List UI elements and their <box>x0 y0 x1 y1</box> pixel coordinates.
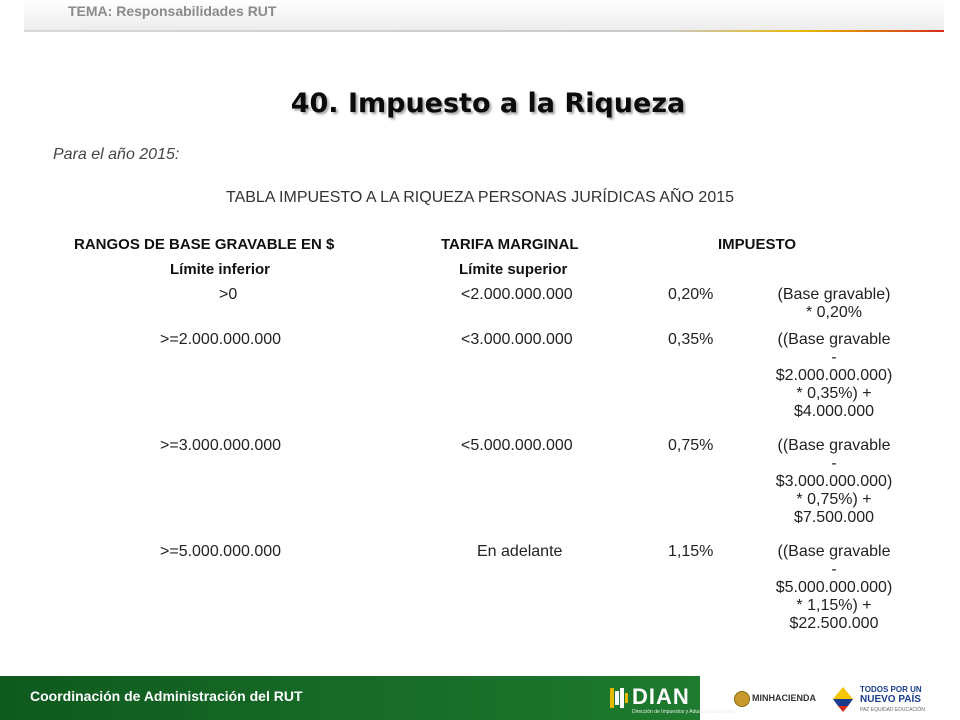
header-rangos: RANGOS DE BASE GRAVABLE EN $ <box>74 236 335 253</box>
gov-slogan-line-3: PAZ EQUIDAD EDUCACIÓN <box>860 707 925 713</box>
impuesto-line: $2.000.000.000) <box>775 367 893 384</box>
impuesto-line: $3.000.000.000) <box>775 473 893 490</box>
impuesto-line: $7.500.000 <box>793 509 875 526</box>
row-4-tarifa: 1,15% <box>668 543 714 560</box>
row-1-tarifa: 0,20% <box>668 286 714 303</box>
impuesto-line: ((Base gravable <box>777 437 891 454</box>
header-underline <box>24 30 944 32</box>
gov-slogan-line-1: TODOS POR UN <box>860 685 922 694</box>
row-2-tarifa: 0,35% <box>668 331 714 348</box>
shield-icon <box>734 691 750 707</box>
gov-slogan-line-2: NUEVO PAÍS <box>860 694 921 705</box>
impuesto-line: ((Base gravable <box>777 331 891 348</box>
footer <box>0 676 960 720</box>
government-logo <box>826 680 954 718</box>
colombia-flag-icon <box>830 684 856 714</box>
impuesto-line: $4.000.000 <box>793 403 875 420</box>
coordination-label: Coordinación de Administración del RUT <box>30 688 303 704</box>
row-3-inferior: >=3.000.000.000 <box>160 437 282 454</box>
row-1-inferior: >0 <box>219 286 238 303</box>
row-2-inferior: >=2.000.000.000 <box>160 331 282 348</box>
impuesto-line: - <box>831 349 837 366</box>
row-2-impuesto <box>759 331 909 421</box>
impuesto-line: $5.000.000.000) <box>775 579 893 596</box>
table-caption: TABLA IMPUESTO A LA RIQUEZA PERSONAS JURÍDICAS AÑO 2015 <box>225 189 735 206</box>
header-limite-superior: Límite superior <box>459 261 568 278</box>
dian-logo-text: DIAN <box>632 684 690 709</box>
top-header-bar <box>0 0 960 36</box>
row-3-tarifa: 0,75% <box>668 437 714 454</box>
impuesto-line: * 0,35%) + <box>796 385 872 402</box>
header-limite-inferior: Límite inferior <box>170 261 271 278</box>
impuesto-line: ((Base gravable <box>777 543 891 560</box>
row-4-impuesto <box>759 543 909 633</box>
row-1-impuesto <box>759 286 909 322</box>
year-label: Para el año 2015: <box>53 146 180 163</box>
header-impuesto: IMPUESTO <box>718 236 797 253</box>
minhacienda-logo <box>734 682 822 714</box>
impuesto-line: $22.500.000 <box>789 615 879 632</box>
minhacienda-text: MINHACIENDA <box>752 693 816 703</box>
impuesto-line: * 1,15%) + <box>796 597 872 614</box>
row-4-inferior: >=5.000.000.000 <box>160 543 282 560</box>
slide-title: 40. Impuesto a la Riqueza <box>290 88 686 119</box>
row-2-superior: <3.000.000.000 <box>461 331 573 348</box>
impuesto-line: - <box>831 455 837 472</box>
impuesto-line: * 0,75%) + <box>796 491 872 508</box>
row-1-superior: <2.000.000.000 <box>461 286 573 303</box>
impuesto-line: - <box>831 561 837 578</box>
impuesto-line: * 0,20% <box>805 304 863 321</box>
dian-logo <box>610 682 736 716</box>
impuesto-line: (Base gravable) <box>777 286 891 303</box>
topic-label: TEMA: Responsabilidades RUT <box>68 3 277 19</box>
header-tarifa: TARIFA MARGINAL <box>441 236 579 253</box>
row-3-superior: <5.000.000.000 <box>461 437 573 454</box>
dian-mark-icon <box>610 686 630 710</box>
row-4-superior: En adelante <box>477 543 563 560</box>
dian-logo-subtitle: Dirección de Impuestos y Aduanas Nacionales <box>632 709 736 715</box>
row-3-impuesto <box>759 437 909 527</box>
